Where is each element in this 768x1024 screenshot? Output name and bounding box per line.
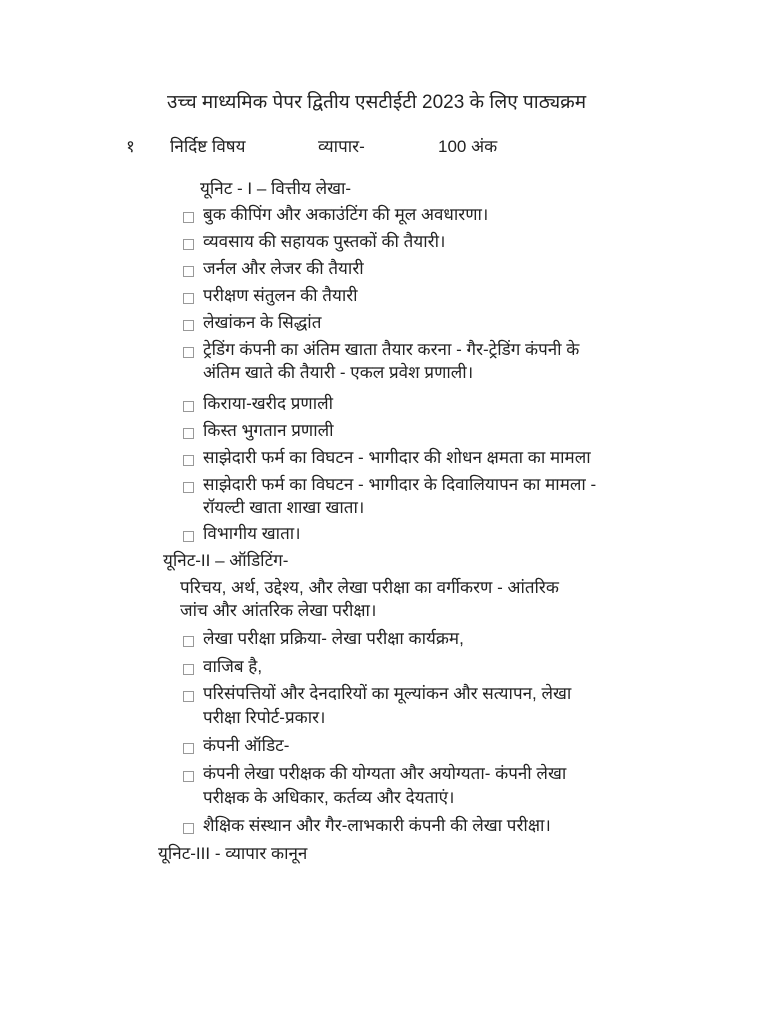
list-item-text: परीक्षक के अधिकार, कर्तव्य और देयताएं। [203, 788, 455, 807]
checkbox-icon [183, 293, 194, 304]
subject-label: निर्दिष्ट विषय [170, 137, 246, 156]
list-item-text: व्यवसाय की सहायक पुस्तकों की तैयारी। [203, 232, 446, 251]
checkbox-icon [183, 664, 194, 675]
checkbox-icon [183, 531, 194, 542]
checkbox-icon [183, 455, 194, 466]
checkbox-icon [183, 266, 194, 277]
checkbox-icon [183, 212, 194, 223]
checkbox-icon [183, 401, 194, 412]
checkbox-icon [183, 320, 194, 331]
list-item-text: विभागीय खाता। [203, 524, 301, 543]
list-item-text: परीक्षा रिपोर्ट-प्रकार। [203, 708, 326, 727]
checkbox-icon [183, 743, 194, 754]
list-item-text: शैक्षिक संस्थान और गैर-लाभकारी कंपनी की लेखा परीक्षा। [203, 816, 551, 835]
list-item-text: वाजिब है, [203, 657, 263, 676]
list-item-text: जर्नल और लेजर की तैयारी [203, 259, 364, 278]
checkbox-icon [183, 239, 194, 250]
list-item-text: लेखांकन के सिद्धांत [203, 313, 322, 332]
unit3-heading: यूनिट-III - व्यापार कानून [158, 844, 308, 863]
unit2-heading: यूनिट-II – ऑडिटिंग- [163, 551, 289, 570]
list-item-text: साझेदारी फर्म का विघटन - भागीदार की शोधन क्षमता का मामला [203, 448, 591, 467]
subject-name: व्यापार- [318, 137, 365, 156]
checkbox-icon [183, 636, 194, 647]
checkbox-icon [183, 823, 194, 834]
list-item-text: किस्त भुगतान प्रणाली [203, 421, 334, 440]
checkbox-icon [183, 428, 194, 439]
unit2-intro-line: परिचय, अर्थ, उद्देश्य, और लेखा परीक्षा का वर्गीकरण - आंतरिक [180, 578, 559, 597]
list-item-text: कंपनी लेखा परीक्षक की योग्यता और अयोग्यता- कंपनी लेखा [203, 764, 567, 783]
checkbox-icon [183, 482, 194, 493]
page-title: उच्च माध्यमिक पेपर द्वितीय एसटीईटी 2023 के लिए पाठ्यक्रम [167, 92, 587, 113]
list-item-text: परीक्षण संतुलन की तैयारी [203, 286, 358, 305]
list-item-text: अंतिम खाते की तैयारी - एकल प्रवेश प्रणाली। [203, 363, 474, 382]
list-item-text: कंपनी ऑडिट- [203, 736, 290, 755]
checkbox-icon [183, 771, 194, 782]
subject-marks: 100 अंक [438, 137, 498, 156]
unit1-heading: यूनिट - I – वित्तीय लेखा- [200, 179, 352, 198]
list-item-text: बुक कीपिंग और अकाउंटिंग की मूल अवधारणा। [203, 205, 489, 224]
checkbox-icon [183, 691, 194, 702]
list-item-text: परिसंपत्तियों और देनदारियों का मूल्यांकन और सत्यापन, लेखा [203, 684, 572, 703]
list-item-text: रॉयल्टी खाता शाखा खाता। [203, 498, 365, 517]
list-item-text: ट्रेडिंग कंपनी का अंतिम खाता तैयार करना - गैर-ट्रेडिंग कंपनी के [203, 340, 580, 359]
list-item-text: किराया-खरीद प्रणाली [203, 394, 334, 413]
list-item-text: साझेदारी फर्म का विघटन - भागीदार के दिवालियापन का मामला - [203, 475, 597, 494]
list-item-text: लेखा परीक्षा प्रक्रिया- लेखा परीक्षा कार्यक्रम, [203, 629, 464, 648]
row-number: १ [126, 137, 135, 156]
unit2-intro-line: जांच और आंतरिक लेखा परीक्षा। [180, 601, 377, 620]
checkbox-icon [183, 347, 194, 358]
